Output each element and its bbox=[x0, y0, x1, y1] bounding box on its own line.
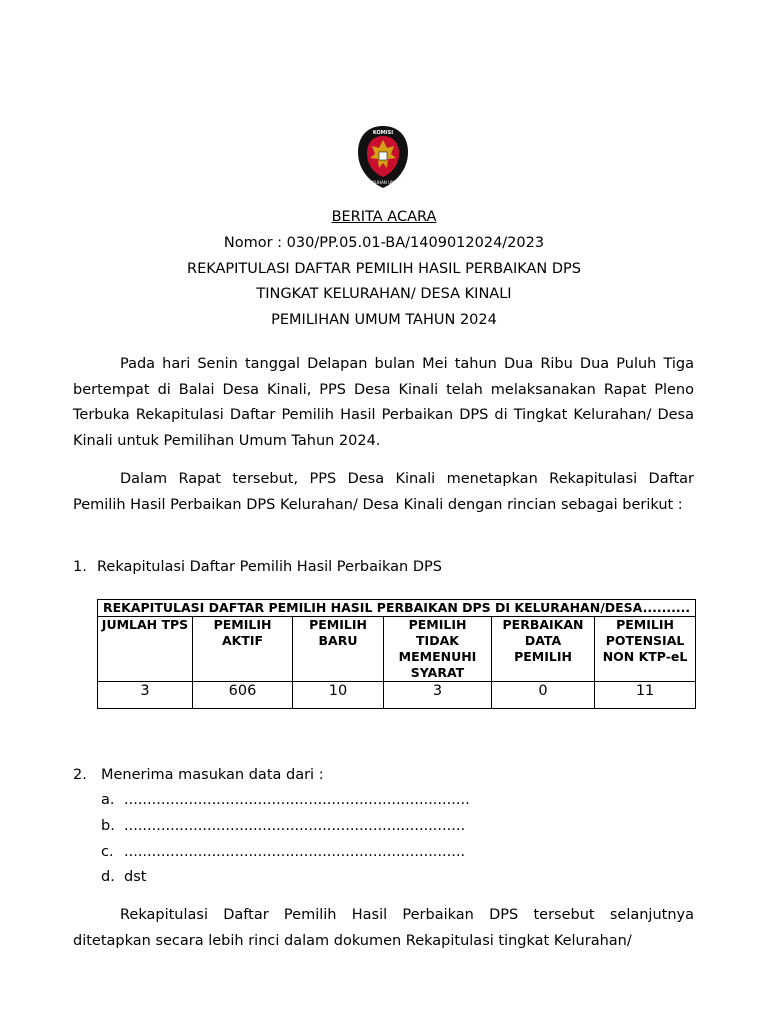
sub-item-text: ........................................................................... bbox=[124, 792, 470, 808]
sub-item-text: dst bbox=[124, 869, 147, 885]
item-1-number: 1. bbox=[73, 559, 87, 575]
doc-title: BERITA ACARA bbox=[331, 209, 437, 225]
doc-number: Nomor : 030/PP.05.01-BA/1409012024/2023 bbox=[223, 235, 545, 251]
sub-item-text: .......................................................................... bbox=[124, 844, 466, 860]
table-cell: 11 bbox=[595, 682, 696, 709]
table-header: PEMILIH BARU bbox=[293, 617, 384, 682]
table-caption: REKAPITULASI DAFTAR PEMILIH HASIL PERBAIKAN DPS DI KELURAHAN/DESA.......... bbox=[98, 600, 696, 617]
table-cell: 3 bbox=[384, 682, 492, 709]
item-2-text: Menerima masukan data dari : bbox=[101, 767, 324, 783]
kpu-logo bbox=[354, 124, 412, 190]
doc-subtitle-1: REKAPITULASI DAFTAR PEMILIH HASIL PERBAIKAN DPS bbox=[187, 261, 581, 277]
table-row bbox=[98, 682, 696, 709]
item-2-number: 2. bbox=[73, 767, 87, 783]
doc-subtitle-3: PEMILIHAN UMUM TAHUN 2024 bbox=[271, 312, 497, 328]
table-header: PEMILIH POTENSIAL NON KTP-eL bbox=[595, 617, 696, 682]
table-header: PERBAIKAN DATA PEMILIH bbox=[492, 617, 595, 682]
table-cell: 10 bbox=[293, 682, 384, 709]
item-1-text: Rekapitulasi Daftar Pemilih Hasil Perbaikan DPS bbox=[97, 559, 442, 575]
table-cell: 606 bbox=[193, 682, 293, 709]
table-cell: 3 bbox=[98, 682, 193, 709]
sub-item-text: .......................................................................... bbox=[124, 818, 466, 834]
sub-item-letter: b. bbox=[101, 818, 115, 834]
table-header: PEMILIH AKTIF bbox=[193, 617, 293, 682]
table-header: PEMILIH TIDAK MEMENUHI SYARAT bbox=[384, 617, 492, 682]
sub-item-letter: d. bbox=[101, 869, 115, 885]
sub-item-letter: c. bbox=[101, 844, 114, 860]
paragraph-closing: Rekapitulasi Daftar Pemilih Hasil Perbaikan DPS tersebut selanjutnya ditetapkan secara lebih rinci dalam dokumen Rekapitulasi tingkat Kelurahan/ bbox=[73, 907, 694, 949]
svg-text:KOMISI: KOMISI bbox=[372, 130, 394, 136]
table-header: JUMLAH TPS bbox=[98, 617, 193, 682]
recap-table bbox=[97, 599, 696, 709]
sub-item-letter: a. bbox=[101, 792, 115, 808]
doc-subtitle-2: TINGKAT KELURAHAN/ DESA KINALI bbox=[256, 286, 512, 302]
table-cell: 0 bbox=[492, 682, 595, 709]
svg-text:PEMILIHAN UMUM: PEMILIHAN UMUM bbox=[365, 180, 401, 185]
paragraph-opening: Pada hari Senin tanggal Delapan bulan Mei tahun Dua Ribu Dua Puluh Tiga bertempat di Balai Desa Kinali, PPS Desa Kinali telah melaksanakan Rapat Pleno Terbuka Rekapitulasi Daftar Pemilih Hasil Perbaikan DPS di Tingkat Kelurahan/ Desa Kinali untuk Pemilihan Umum Tahun 2024. bbox=[73, 356, 694, 449]
paragraph-meeting: Dalam Rapat tersebut, PPS Desa Kinali menetapkan Rekapitulasi Daftar Pemilih Hasil Perbaikan DPS Kelurahan/ Desa Kinali dengan rincian sebagai berikut : bbox=[73, 471, 694, 513]
